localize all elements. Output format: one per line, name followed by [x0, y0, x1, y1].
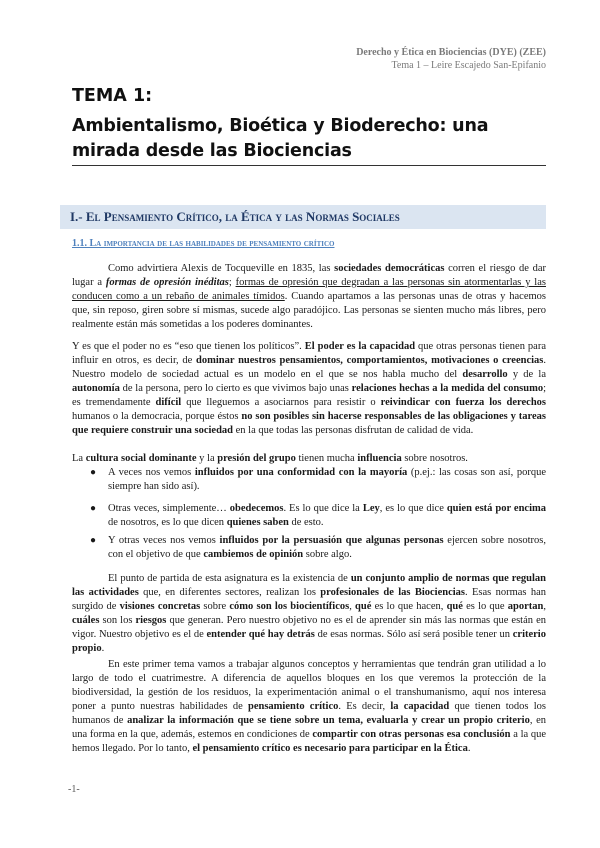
- subsection-heading: 1.1. La importancia de las habilidades de pensamiento crítico: [72, 238, 335, 249]
- bullet-icon: ●: [90, 535, 97, 546]
- bullet-item: ● Y otras veces nos vemos influidos por la persuasión que algunas personas ejercen sobre nosotros, con el objetivo de que cambiemos de opinión sobre algo.: [90, 535, 546, 560]
- bullet-icon: ●: [90, 467, 97, 478]
- bullet-item: ● A veces nos vemos influidos por una conformidad con la mayoría (p.ej.: las cosas son así, porque siempre han sido así).: [90, 467, 546, 492]
- page-number: -1-: [68, 784, 80, 795]
- paragraph-3: La cultura social dominante y la presión del grupo tienen mucha influencia sobre nosotros.: [72, 453, 468, 464]
- bullet-icon: ●: [90, 503, 97, 514]
- header-topic-author: Tema 1 – Leire Escajedo San-Epifanio: [391, 60, 546, 71]
- paragraph-4: El punto de partida de esta asignatura es la existencia de un conjunto amplio de normas que regulan las actividades que, en diferentes sectores, realizan los profesionales de las Biociencias. Esas normas han surgido de visiones concretas sobre cómo son los biocientíficos, qué es lo que hacen, qué es lo que aportan, cuáles son los riesgos que generan. Pero nuestro objetivo no es el de aprender sin más las normas que están en vigor. Nuestro objetivo es el de entender qué hay detrás de esas normas. Sólo así será posible tener un criterio propio.: [72, 573, 547, 654]
- topic-title: Ambientalismo, Bioética y Bioderecho: una mirada desde las Biociencias: [72, 116, 489, 161]
- running-header: [356, 46, 546, 72]
- title-divider: [72, 165, 546, 166]
- paragraph-2: Y es que el poder no es “eso que tienen los políticos”. El poder es la capacidad que otras personas tienen para influir en otros, es decir, de dominar nuestros pensamientos, comportamientos, motivaciones o creencias. Nuestro modelo de sociedad actual es un modelo en el que se nos habla mucho del desarrollo y de la autonomía de la persona, pero lo cierto es que vivimos bajo unas relaciones hechas a la medida del consumo; es tremendamente difícil que lleguemos a asociarnos para resistir o reivindicar con fuerza los derechos humanos o la democracia, porque éstos no son posibles sin hacerse responsables de las obligaciones y tareas que requiere construir una sociedad en la que todas las personas disfrutan de calidad de vida.: [72, 341, 547, 436]
- bullet-item: ● Otras veces, simplemente… obedecemos. Es lo que dice la Ley, es lo que dice quien está por encima de nosotros, es lo que dicen quienes saben de esto.: [90, 503, 546, 528]
- header-course: Derecho y Ética en Biociencias (DYE) (ZEE): [356, 47, 546, 58]
- topic-number: TEMA 1:: [72, 86, 153, 106]
- paragraph-5: En este primer tema vamos a trabajar algunos conceptos y herramientas que tendrán gran utilidad a lo largo de todo el cuatrimestre. A diferencia de aquellos bloques en los que veremos la protección de la biodiversidad, la gestión de los residuos, la experimentación animal o el transhumanismo, aquí nos interesa poner a punto nuestras habilidades de pensamiento crítico. Es decir, la capacidad que tienen todos los humanos de analizar la información que se tiene sobre un tema, evaluarla y crear un propio criterio, en una forma en la que, además, estemos en condiciones de compartir con otras personas esa conclusión a la que hemos llegado. Por lo tanto, el pensamiento crítico es necesario para participar en la Ética.: [72, 659, 547, 754]
- section-heading: I.- El Pensamiento Crítico, la Ética y las Normas Sociales: [60, 205, 546, 229]
- paragraph-1: Como advirtiera Alexis de Tocqueville en 1835, las sociedades democráticas corren el riesgo de dar lugar a formas de opresión inéditas; formas de opresión que degradan a las personas sin atormentarlas y las conducen como a un rebaño de animales tímidos. Cuando apartamos a las personas unas de otras y hacemos que, sin reposo, giren sobre sí mismas, sucede algo paradójico. Las personas se sienten mucho más libres, pero realmente están más sometidas a los poderes dominantes.: [72, 263, 546, 330]
